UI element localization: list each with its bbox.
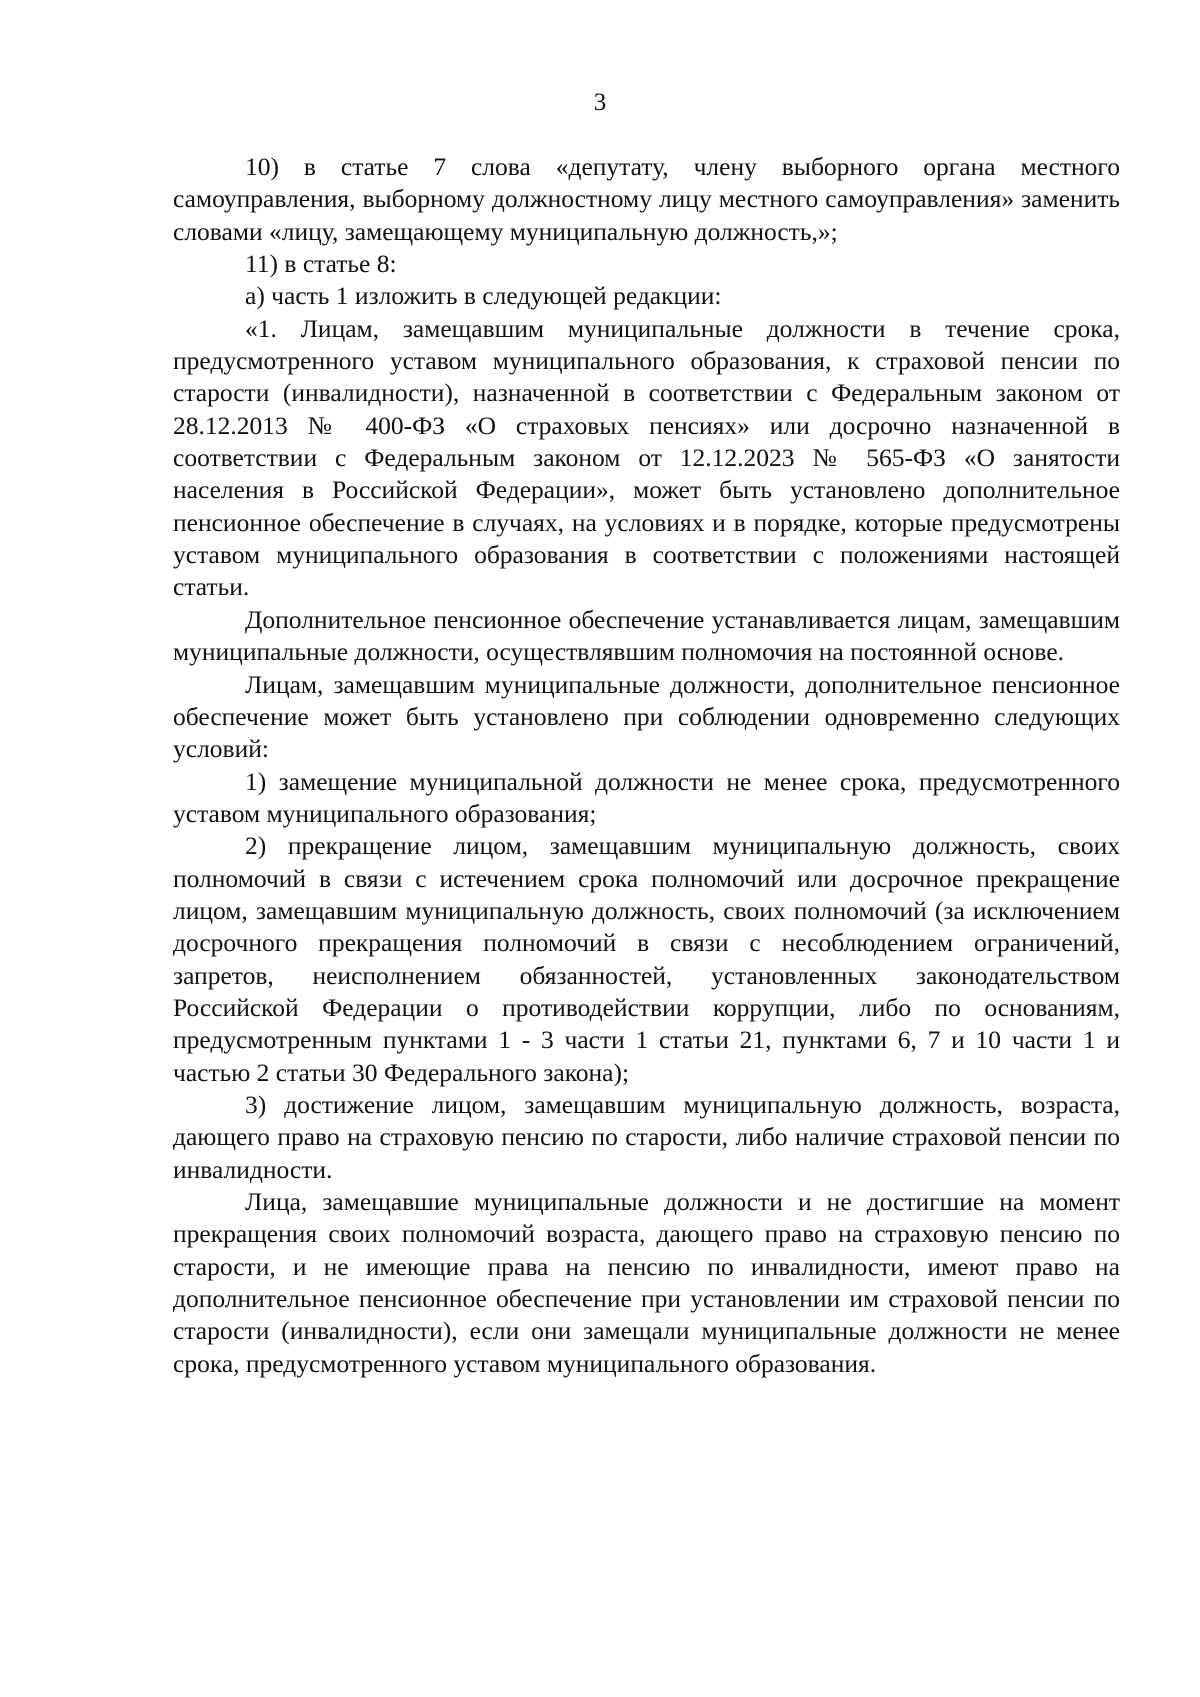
paragraph-article-8-heading: 11) в статье 8: xyxy=(245,249,397,279)
paragraph-condition-1: 1) замещение муниципальной должности не менее срока, предусмотренного уставом муниципального образования; xyxy=(173,766,1120,828)
paragraph-article-7-amendment: 10) в статье 7 слова «депутату, члену выборного органа местного самоуправления, выборному должностному лицу местного самоуправления» заменить словами «лицу, замещающему муниципальную должность,»; xyxy=(173,152,1120,246)
document-body xyxy=(173,151,1120,1380)
page-number: 3 xyxy=(593,89,607,116)
paragraph-permanent-basis: Дополнительное пенсионное обеспечение устанавливается лицам, замещавшим муниципальные должности, осуществлявшим полномочия на постоянной основе. xyxy=(173,604,1120,667)
paragraph-part-1-intro: а) часть 1 изложить в следующей редакции: xyxy=(245,281,722,311)
paragraph-condition-2: 2) прекращение лицом, замещавшим муниципальную должность, своих полномочий в связи с истечением срока полномочий или досрочное прекращение лицом, замещавшим муниципальную должность, своих полномочий (за исключением досрочного прекращения полномочий в связи с несоблюдением ограничений, запретов, неисполнением обязанностей, установленных законодательством Российской Федерации о противодействии коррупции, либо по основаниям, предусмотренным пунктами 1 - 3 части 1 статьи 21, пунктами 6, 7 и 10 части 1 и частью 2 статьи 30 Федерального закона); xyxy=(173,831,1120,1087)
paragraph-not-reached-age: Лица, замещавшие муниципальные должности и не достигшие на момент прекращения своих полномочий возраста, дающего право на страховую пенсию по старости, и не имеющие права на пенсию по инвалидности, имеют право на дополнительное пенсионное обеспечение при установлении им страховой пенсии по старости (инвалидности), если они замещали муниципальные должности не менее срока, предусмотренного уставом муниципального образования. xyxy=(173,1187,1120,1378)
paragraph-part-1-text: «1. Лицам, замещавшим муниципальные должности в течение срока, предусмотренного уставом муниципального образования, к страховой пенсии по старости (инвалидности), назначенной в соответствии с Федеральным законом от 28.12.2013 № 400-ФЗ «О страховых пенсиях» или досрочно назначенной в соответствии с Федеральным законом от 12.12.2023 № 565-ФЗ «О занятости населения в Российской Федерации», может быть установлено дополнительное пенсионное обеспечение в случаях, на условиях и в порядке, которые предусмотрены уставом муниципального образования в соответствии с положениями настоящей статьи. xyxy=(173,313,1120,602)
paragraph-conditions-intro: Лицам, замещавшим муниципальные должности, дополнительное пенсионное обеспечение может быть установлено при соблюдении одновременно следующих условий: xyxy=(173,669,1120,764)
paragraph-condition-3: 3) достижение лицом, замещавшим муниципальную должность, возраста, дающего право на страховую пенсию по старости, либо наличие страховой пенсии по инвалидности. xyxy=(173,1089,1120,1184)
